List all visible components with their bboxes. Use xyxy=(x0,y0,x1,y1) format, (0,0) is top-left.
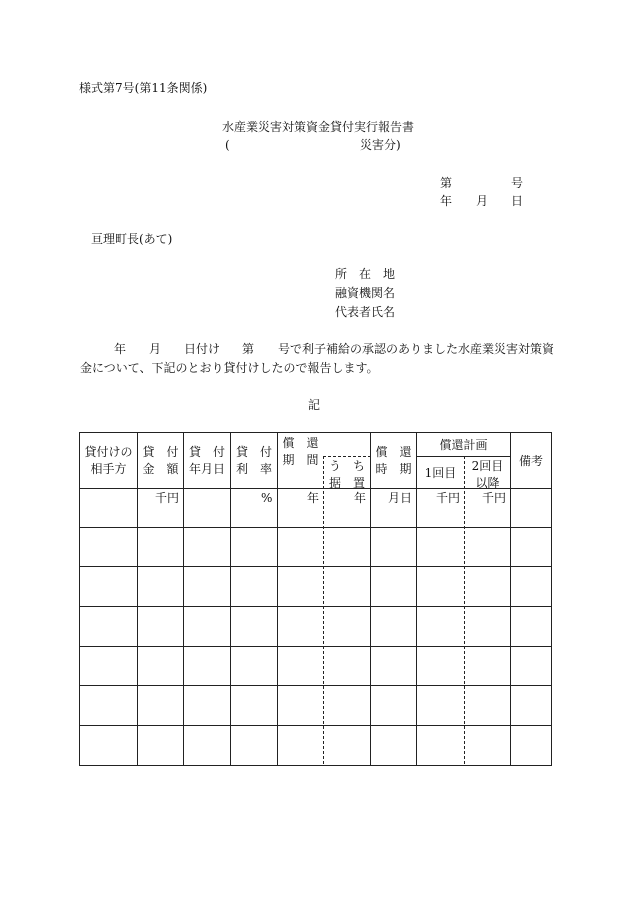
report-date-month: 月 xyxy=(476,194,489,208)
report-date-day: 日 xyxy=(511,194,524,208)
report-date-year: 年 xyxy=(440,194,453,208)
unit-plan-first: 千円 xyxy=(436,491,461,505)
unit-amount: 千円 xyxy=(155,491,180,505)
unit-timing: 月日 xyxy=(388,491,413,505)
unit-grace: 年 xyxy=(354,491,367,505)
addressee: 亘理町長(あて) xyxy=(91,232,173,246)
header-plan-first: 1回目 xyxy=(424,466,457,480)
body-line-2: 金について、下記のとおり貸付けしたので報告します。 xyxy=(80,361,379,375)
header-plan-second: 2回目 以降 xyxy=(471,459,504,491)
report-number-prefix: 第 xyxy=(440,176,453,190)
header-date: 貸 付 年月日 xyxy=(188,445,225,477)
unit-period: 年 xyxy=(307,491,320,505)
sender-institution-label: 融資機関名 xyxy=(335,286,396,300)
header-amount: 貸 付 金 額 xyxy=(142,445,179,477)
sender-address-label: 所 在 地 xyxy=(335,267,396,281)
header-plan: 償還計画 xyxy=(439,438,488,452)
form-label: 様式第7号(第11条関係) xyxy=(79,81,208,95)
report-number-suffix: 号 xyxy=(511,176,524,190)
header-grace: う ち 据 置 xyxy=(328,459,365,491)
header-period: 償 還 期 間 xyxy=(282,436,319,468)
header-remarks: 備考 xyxy=(518,454,543,468)
sender-representative-label: 代表者氏名 xyxy=(335,305,396,319)
header-timing: 償 還 時 期 xyxy=(375,445,412,477)
unit-rate: % xyxy=(261,491,273,505)
body-year: 年 xyxy=(114,342,127,356)
subtitle-disaster: 災害分) xyxy=(360,138,401,152)
body-number-text: 号で利子補給の承認のありました水産業災害対策資 xyxy=(278,342,555,356)
unit-plan-second: 千円 xyxy=(482,491,507,505)
body-month: 月 xyxy=(149,342,162,356)
subtitle-open: ( xyxy=(225,138,230,152)
header-rate: 貸 付 利 率 xyxy=(235,445,272,477)
body-number-prefix: 第 xyxy=(242,342,255,356)
body-date-suffix: 日付け xyxy=(184,342,221,356)
header-borrower: 貸付けの 相手方 xyxy=(84,445,133,477)
ki-heading: 記 xyxy=(308,398,321,412)
document-title: 水産業災害対策資金貸付実行報告書 xyxy=(222,120,415,134)
